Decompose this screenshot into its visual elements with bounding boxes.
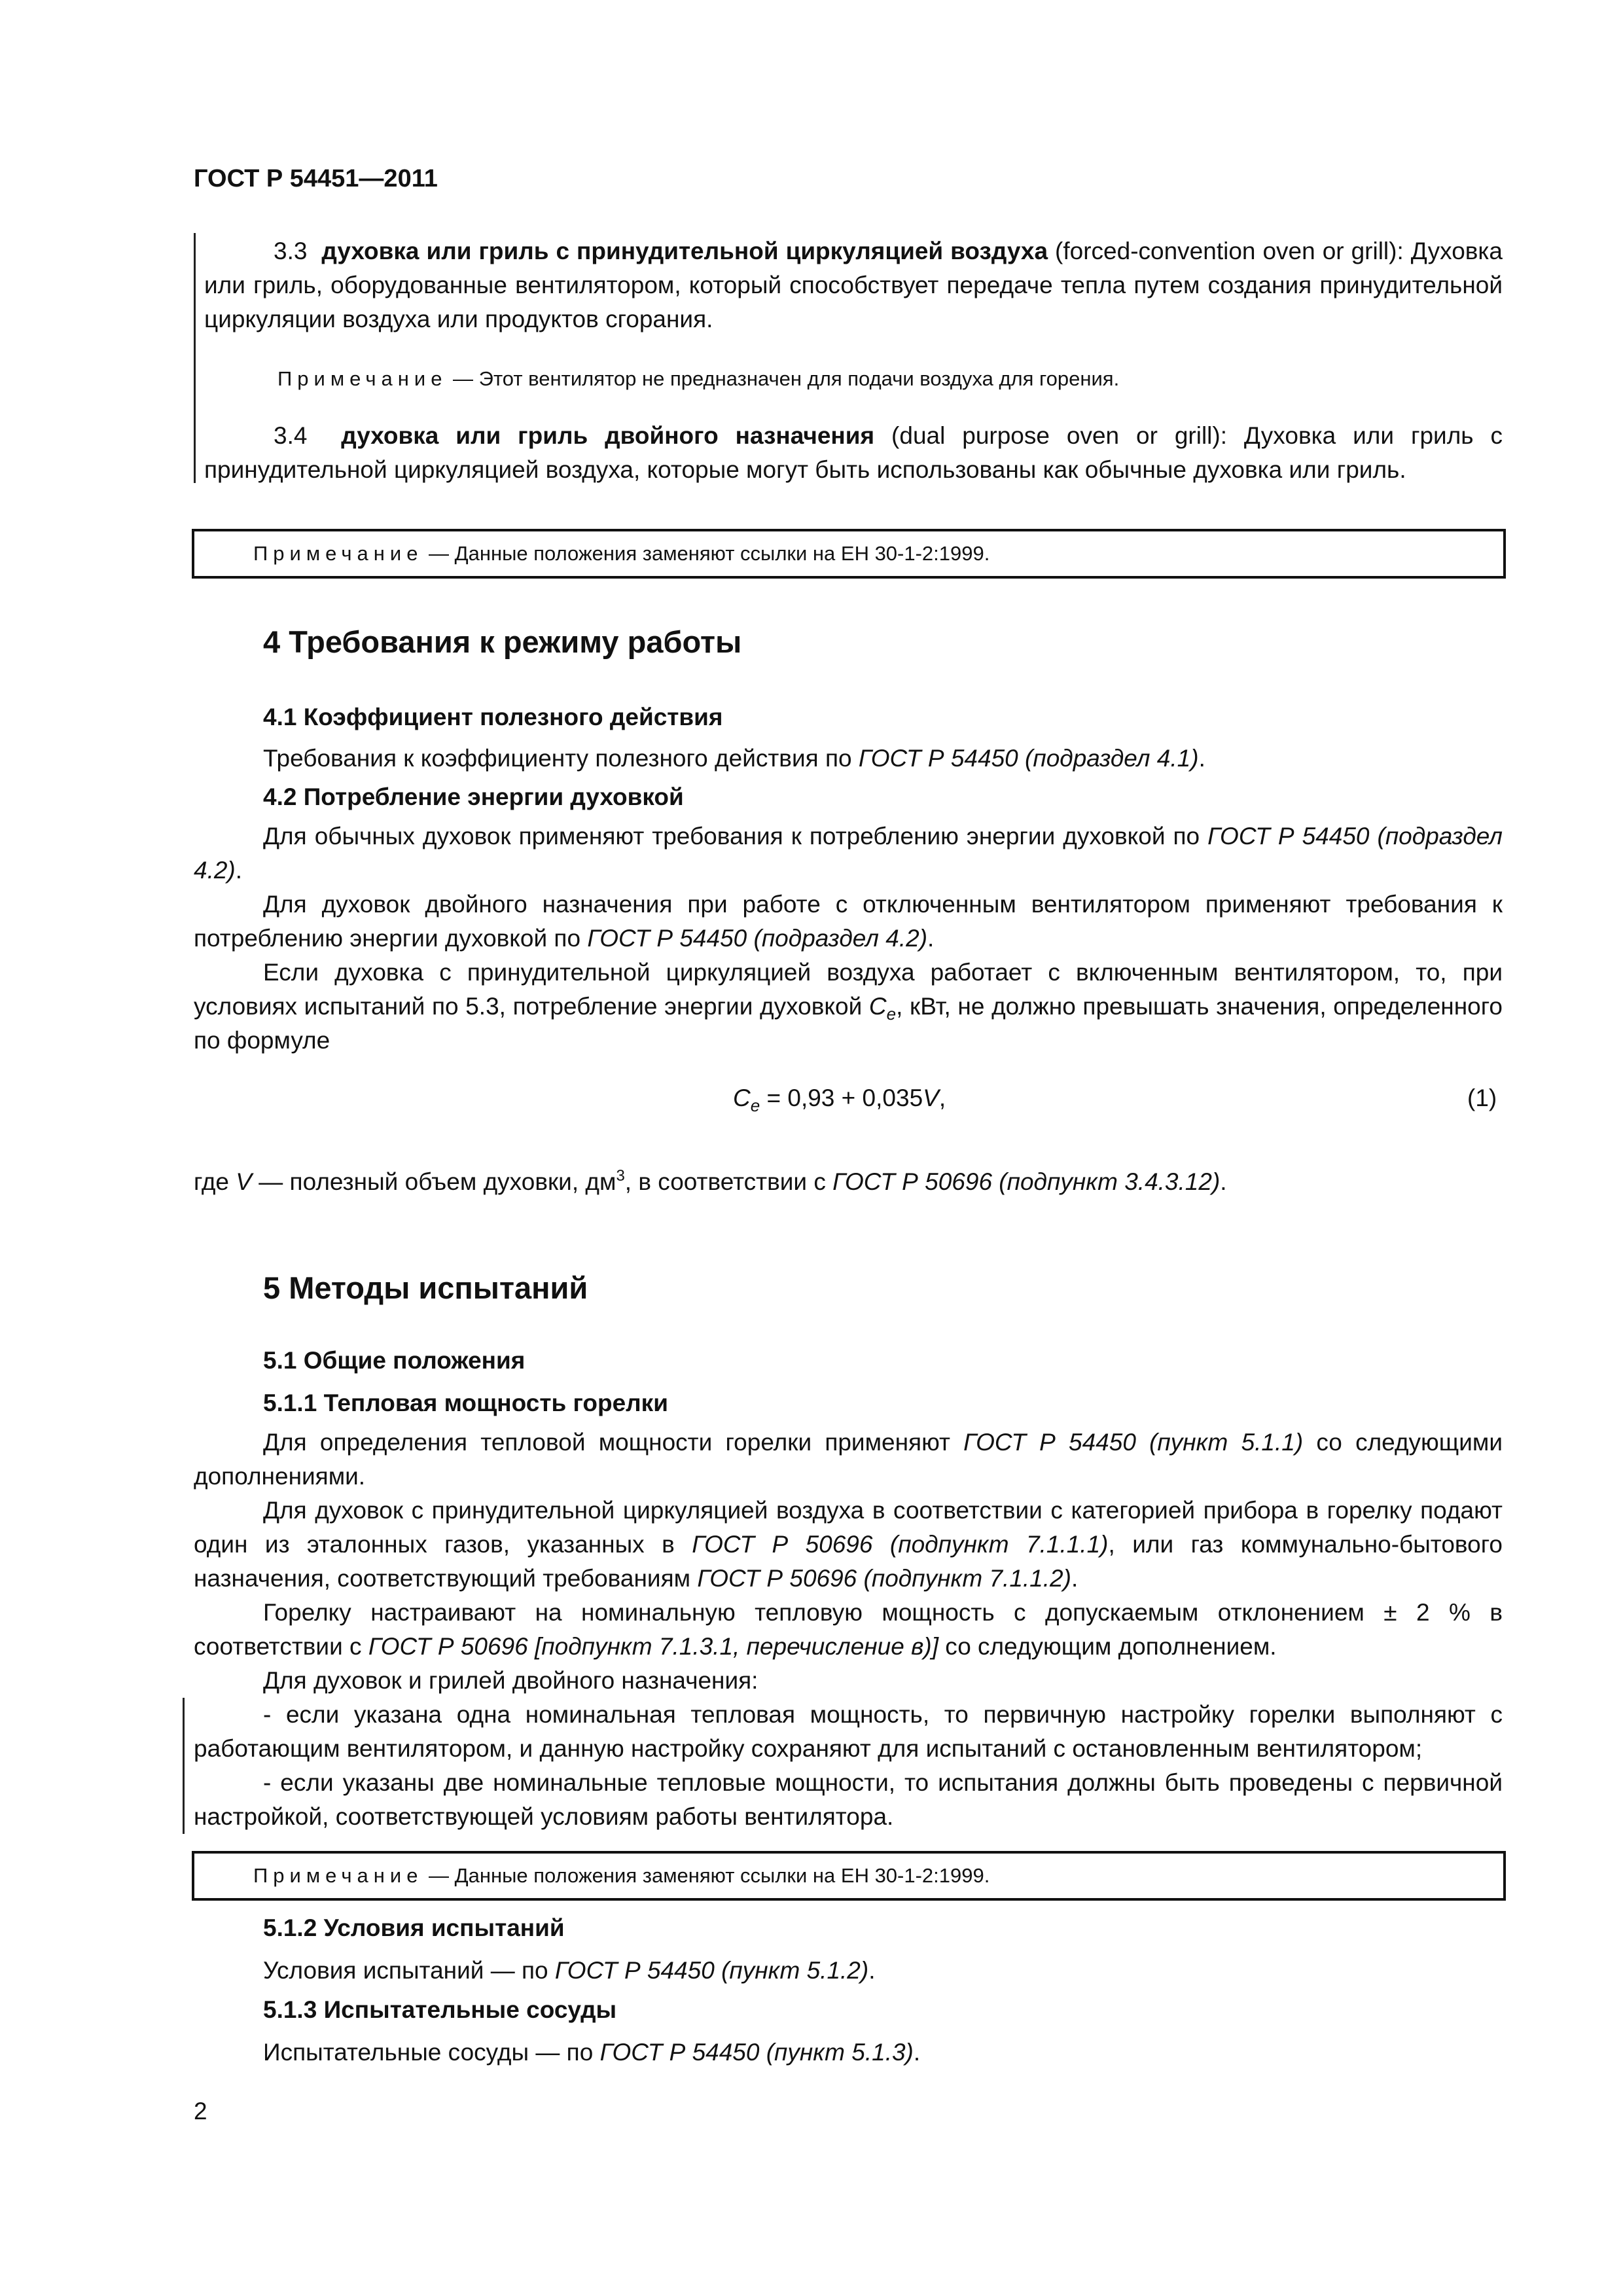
text: . xyxy=(235,857,243,884)
note-label: Примечание xyxy=(253,1864,423,1887)
text: . xyxy=(913,2039,921,2066)
subsection-5-1-2-title: 5.1.2 Условия испытаний xyxy=(263,1914,565,1941)
change-marked-list xyxy=(183,1698,1503,1834)
list-item: - если указана одна номинальная тепловая мощность, то первичную настройку горелки выполняют с работающим вентилятором, и данную настройку сохраняют для испытаний с остановленным вентилятором; xyxy=(194,1701,1503,1762)
clause-number: 3.4 xyxy=(274,422,308,449)
text: Горелку настраивают на номинальную тепловую мощность с допускаемым отклонением ± 2 % в соответствии с xyxy=(194,1599,1503,1660)
text: . xyxy=(868,1957,876,1984)
text: — полезный объем духовки, дм xyxy=(251,1168,616,1195)
reference: ГОСТ Р 54450 (пункт 5.1.1) xyxy=(963,1429,1304,1456)
text: где xyxy=(194,1168,236,1195)
paragraph xyxy=(194,1596,1503,1664)
definition: Духовка или гриль с принудительной циркуляцией воздуха, которые могут быть использованы как обычные духовка или гриль. xyxy=(204,422,1503,483)
formula-number: (1) xyxy=(1467,1085,1497,1111)
subscript: e xyxy=(886,1004,897,1024)
clause-3-4 xyxy=(204,419,1503,487)
paragraph: Для духовок и грилей двойного назначения: xyxy=(263,1667,758,1694)
reference: ГОСТ Р 54450 (подраздел 4.1) xyxy=(858,745,1199,772)
note xyxy=(277,362,1501,396)
symbol: C xyxy=(733,1085,751,1111)
term-english: (forced-convention oven or grill): xyxy=(1048,238,1404,264)
text: = 0,93 + 0,035 xyxy=(760,1085,923,1111)
text: Для духовок двойного назначения при работе с отключенным вентилятором применяют требования к потреблению энергии духовкой по xyxy=(194,891,1503,952)
text: со следующими дополнениями. xyxy=(194,1429,1503,1490)
paragraph xyxy=(194,819,1503,888)
paragraph xyxy=(194,956,1503,1058)
symbol: V xyxy=(923,1085,939,1111)
symbol: V xyxy=(236,1168,252,1195)
reference: ГОСТ Р 50696 (подпункт 7.1.1.2) xyxy=(697,1565,1071,1592)
text: Условия испытаний — по xyxy=(263,1957,555,1984)
clause-number: 3.3 xyxy=(274,238,308,264)
subscript: e xyxy=(750,1096,760,1115)
section-5-1-1-body xyxy=(194,1426,1503,1834)
reference: ГОСТ Р 54450 (подраздел 4.2) xyxy=(587,925,928,952)
clause-3-3 xyxy=(204,234,1503,336)
text: . xyxy=(1220,1168,1227,1195)
text: , или газ коммунально-бытового назначения, соответствующий требованиям xyxy=(194,1531,1503,1592)
subsection-5-1-3-title: 5.1.3 Испытательные сосуды xyxy=(263,1996,617,2023)
document-id: ГОСТ Р 54451—2011 xyxy=(194,165,438,192)
term: духовка или гриль с принудительной циркуляцией воздуха xyxy=(321,238,1048,264)
symbol: C xyxy=(868,993,887,1020)
text: . xyxy=(1071,1565,1079,1592)
boxed-note xyxy=(192,1851,1506,1901)
subsection-5-1-title: 5.1 Общие положения xyxy=(263,1347,526,1374)
text: , xyxy=(938,1085,946,1111)
paragraph xyxy=(263,1954,1503,1988)
definition: Духовка или гриль, оборудованные вентилятором, который способствует передаче тепла путем создания принудительной циркуляции воздуха или продуктов сгорания. xyxy=(204,238,1503,332)
paragraph xyxy=(194,888,1503,956)
text: Для определения тепловой мощности горелки применяют xyxy=(263,1429,964,1456)
text: Для обычных духовок применяют требования к потреблению энергии духовкой по xyxy=(263,823,1208,850)
paragraph xyxy=(263,742,1503,776)
term: духовка или гриль двойного назначения xyxy=(341,422,875,449)
text: Если духовка с принудительной циркуляцией воздуха работает с включенным вентилятором, то, при условиях испытаний по 5.3, потребление энергии духовкой xyxy=(194,959,1503,1020)
note-text: — Данные положения заменяют ссылки на ЕН 30-1-2:1999. xyxy=(423,1864,990,1887)
note-text: — Данные положения заменяют ссылки на ЕН 30-1-2:1999. xyxy=(423,542,990,565)
note-label: Примечание xyxy=(277,367,448,390)
text: . xyxy=(1198,745,1205,772)
note-text: — Этот вентилятор не предназначен для подачи воздуха для горения. xyxy=(447,367,1120,390)
section-4-2-body xyxy=(194,819,1503,1058)
subsection-4-2-title: 4.2 Потребление энергии духовкой xyxy=(263,783,684,810)
reference: ГОСТ Р 54450 (подраздел 4.2) xyxy=(194,823,1503,884)
reference: ГОСТ Р 50696 (подпункт 3.4.3.12) xyxy=(832,1168,1221,1195)
section-4-title: 4 Требования к режиму работы xyxy=(263,624,742,659)
paragraph xyxy=(194,1426,1503,1494)
paragraph xyxy=(194,1494,1503,1596)
reference: ГОСТ Р 50696 [подпункт 7.1.3.1, перечисление в)] xyxy=(368,1633,938,1660)
text: , в соответствии с xyxy=(624,1168,833,1195)
term-english: (dual purpose oven or grill): xyxy=(874,422,1228,449)
text: Для духовок с принудительной циркуляцией воздуха в соответствии с категорией прибора в горелку подают один из эталонных газов, указанных в xyxy=(194,1497,1503,1558)
page-number: 2 xyxy=(194,2098,207,2125)
text: . xyxy=(927,925,935,952)
reference: ГОСТ Р 50696 (подпункт 7.1.1.1) xyxy=(692,1531,1109,1558)
text: со следующим дополнением. xyxy=(938,1633,1277,1660)
text: Испытательные сосуды — по xyxy=(263,2039,600,2066)
reference: ГОСТ Р 54450 (пункт 5.1.2) xyxy=(554,1957,869,1984)
section-5-title: 5 Методы испытаний xyxy=(263,1270,588,1305)
reference: ГОСТ Р 54450 (пункт 5.1.3) xyxy=(599,2039,914,2066)
subsection-4-1-title: 4.1 Коэффициент полезного действия xyxy=(263,704,723,730)
list-item: - если указаны две номинальные тепловые мощности, то испытания должны быть проведены с первичной настройкой, соответствующей условиям работы вентилятора. xyxy=(194,1769,1503,1830)
text: Требования к коэффициенту полезного действия по xyxy=(263,745,859,772)
paragraph xyxy=(194,1165,1503,1199)
note-label: Примечание xyxy=(253,542,423,565)
change-bar xyxy=(194,233,196,483)
superscript: 3 xyxy=(616,1167,625,1185)
text: , кВт, не должно превышать значения, определенного по формуле xyxy=(194,993,1503,1054)
boxed-note xyxy=(192,529,1506,579)
paragraph xyxy=(263,2036,1503,2070)
formula xyxy=(733,1081,946,1115)
subsection-5-1-1-title: 5.1.1 Тепловая мощность горелки xyxy=(263,1390,668,1416)
